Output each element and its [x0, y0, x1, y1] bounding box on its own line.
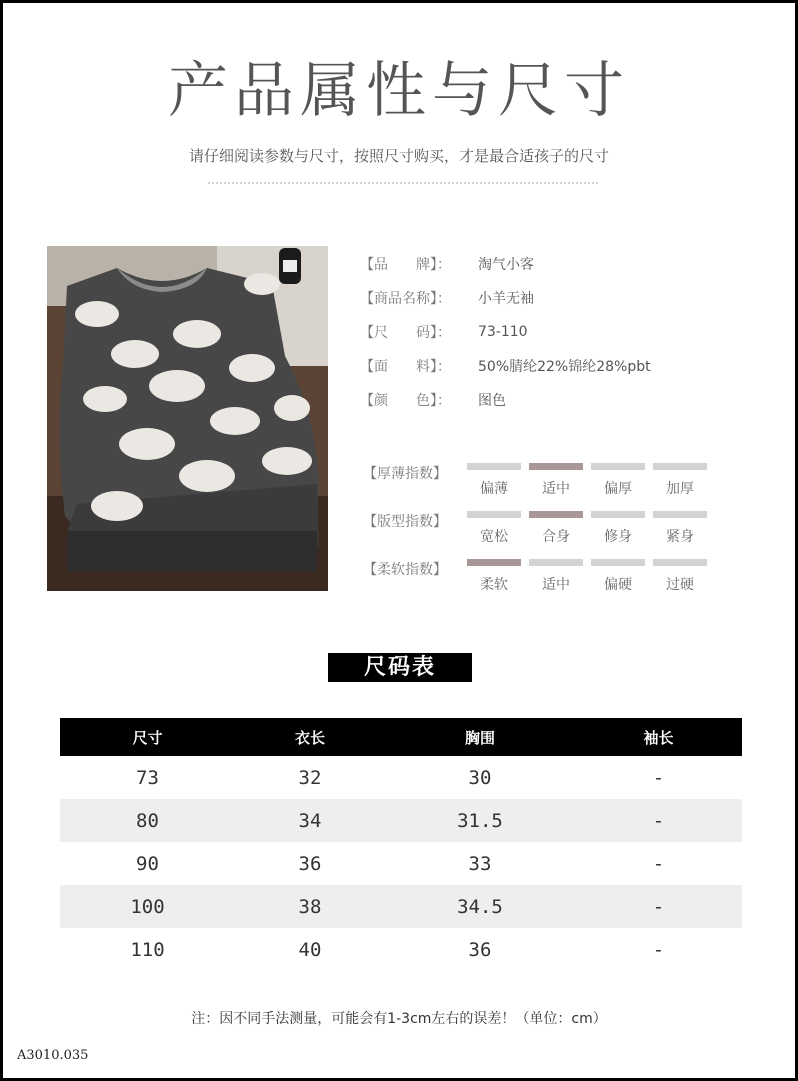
- index-option: [591, 511, 645, 546]
- index-option-label: 过硬: [666, 577, 694, 593]
- table-row: [60, 756, 742, 799]
- property-name: [360, 281, 651, 315]
- index-option-label: 适中: [542, 481, 570, 497]
- table-cell: 36: [298, 852, 322, 875]
- property-brand: [360, 247, 651, 281]
- index-option-selected: [467, 559, 521, 594]
- product-page: [3, 3, 795, 1078]
- index-option: [529, 559, 583, 594]
- index-option: [591, 559, 645, 594]
- properties-list: [360, 247, 651, 417]
- index-label: 【柔软指数】: [363, 562, 447, 578]
- index-bar-selected: [467, 559, 521, 566]
- index-option-selected: [529, 511, 583, 546]
- index-option-label: 紧身: [666, 529, 694, 545]
- property-label: 【商品名称】：: [360, 291, 451, 307]
- table-cell: 38: [298, 895, 322, 918]
- table-cell: 40: [298, 938, 322, 961]
- table-cell: -: [652, 766, 665, 789]
- table-cell: -: [652, 809, 665, 832]
- index-label: 【厚薄指数】: [363, 466, 447, 482]
- column-header: 胸围: [464, 728, 495, 747]
- index-bar: [591, 463, 645, 470]
- property-color: [360, 383, 651, 417]
- property-value: 73-110: [478, 324, 528, 340]
- table-cell: 90: [136, 852, 159, 875]
- index-bar: [653, 511, 707, 518]
- divider: [208, 182, 598, 184]
- index-option-label: 宽松: [480, 529, 508, 545]
- index-bar: [467, 463, 521, 470]
- table-cell: 34.5: [457, 895, 503, 918]
- index-bar: [653, 463, 707, 470]
- product-photo: [47, 246, 328, 591]
- index-option-label: 偏硬: [604, 577, 632, 593]
- index-bar: [529, 559, 583, 566]
- index-option-label: 偏厚: [604, 481, 632, 497]
- index-option: [653, 511, 707, 546]
- index-bar-selected: [529, 463, 583, 470]
- table-cell: 30: [468, 766, 492, 789]
- index-option-selected: [529, 463, 583, 498]
- index-option-label: 合身: [542, 529, 570, 545]
- product-code: A3010.035: [17, 1048, 89, 1063]
- property-label: 【面 料】：: [360, 359, 451, 375]
- table-cell: 33: [468, 852, 492, 875]
- property-label: 【尺 码】：: [360, 325, 451, 341]
- index-option: [467, 463, 521, 498]
- table-row: [60, 842, 742, 885]
- table-cell: 32: [298, 766, 322, 789]
- table-cell: 73: [136, 766, 159, 789]
- table-cell: 100: [130, 895, 165, 918]
- property-value: 图色: [478, 393, 506, 409]
- property-value: 淘气小客: [478, 257, 534, 273]
- index-option-label: 柔软: [480, 577, 508, 593]
- table-cell: -: [652, 895, 665, 918]
- property-label: 【颜 色】：: [360, 393, 451, 409]
- index-option: [653, 559, 707, 594]
- index-bar: [591, 511, 645, 518]
- property-value: 小羊无袖: [478, 291, 534, 307]
- measurement-note: 注：因不同手法测量，可能会有1-3cm左右的误差！（单位：cm）: [191, 1011, 607, 1027]
- property-value: 50%腈纶22%锦纶28%pbt: [478, 359, 651, 375]
- table-cell: 110: [130, 938, 165, 961]
- page-subtitle: 请仔细阅读参数与尺寸，按照尺寸购买，才是最合适孩子的尺寸: [188, 147, 609, 165]
- page-title: 产品属性与尺寸: [168, 56, 630, 126]
- property-fabric: [360, 349, 651, 383]
- index-option-label: 加厚: [666, 481, 694, 497]
- property-label: 【品 牌】：: [360, 257, 451, 273]
- table-cell: -: [652, 938, 665, 961]
- table-row: [60, 885, 742, 928]
- table-cell: -: [652, 852, 665, 875]
- index-bar: [467, 511, 521, 518]
- sheep-vest-image: [47, 246, 328, 591]
- index-option: [467, 511, 521, 546]
- property-size: [360, 315, 651, 349]
- index-bar: [653, 559, 707, 566]
- table-cell: 31.5: [457, 809, 503, 832]
- column-header: 尺寸: [132, 728, 163, 747]
- index-label: 【版型指数】: [363, 514, 447, 530]
- index-bar: [591, 559, 645, 566]
- table-cell: 80: [136, 809, 159, 832]
- table-row: [60, 799, 742, 842]
- table-header-row: [60, 718, 742, 756]
- column-header: 袖长: [643, 728, 674, 747]
- table-cell: 36: [468, 938, 492, 961]
- index-option: [653, 463, 707, 498]
- table-row: [60, 928, 742, 971]
- index-option-label: 适中: [542, 577, 570, 593]
- column-header: 衣长: [294, 728, 325, 747]
- size-table: [60, 718, 742, 971]
- index-bar-selected: [529, 511, 583, 518]
- table-cell: 34: [298, 809, 322, 832]
- index-option-label: 偏薄: [480, 481, 508, 497]
- index-option: [591, 463, 645, 498]
- index-option-label: 修身: [604, 529, 632, 545]
- size-table-title: 尺码表: [328, 653, 472, 682]
